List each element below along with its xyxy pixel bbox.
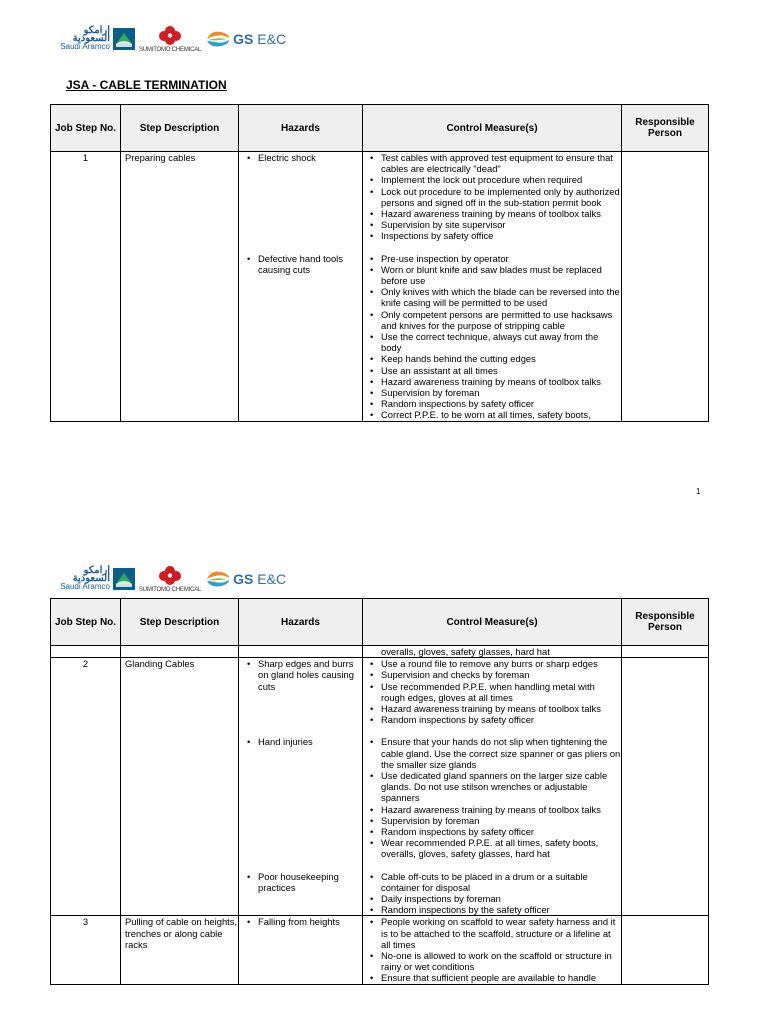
control-item: • Wear recommended P.P.E. at all times, safety boots, overalls, gloves, safety glasses, hard hat <box>381 837 621 859</box>
column-header-control-measures: Control Measure(s) <box>363 105 622 152</box>
sumitomo-text: SUMITOMO CHEMICAL <box>139 47 202 53</box>
control-item: • Lock out procedure to be implemented only by authorized persons and signed off in the sub-station permit book <box>381 186 621 208</box>
document-title: JSA - CABLE TERMINATION <box>66 78 227 92</box>
hazard-item: • Defective hand tools causing cuts <box>258 253 362 275</box>
control-measures-cell <box>363 916 622 984</box>
job-step-number: 3 <box>51 916 121 984</box>
aramco-emblem-icon <box>113 568 135 590</box>
job-step-number <box>51 242 121 422</box>
hazard-item: • Hand injuries <box>258 736 362 747</box>
control-item: • Supervision by foreman <box>381 387 621 398</box>
sumitomo-flower-icon <box>157 25 183 47</box>
control-item: • Only competent persons are permitted to use hacksaws and knives for the purpose of stripping cable <box>381 309 621 331</box>
aramco-english-text: Saudi Aramco <box>60 582 110 591</box>
step-description <box>121 725 239 859</box>
aramco-arabic-text: ارامكو السعودية <box>72 25 110 44</box>
continued-control-text: overalls, gloves, safety glasses, hard hat <box>381 646 550 657</box>
hazards-cell <box>239 916 363 984</box>
column-header-hazards: Hazards <box>239 599 363 646</box>
job-step-number: 2 <box>51 658 121 726</box>
table-row <box>51 725 709 859</box>
hazards-cell <box>239 658 363 726</box>
control-item: • Random inspections by the safety officer <box>381 904 621 915</box>
control-item: • Hazard awareness training by means of toolbox talks <box>381 376 621 387</box>
control-item: • Use recommended P.P.E. when handling metal with rough edges, gloves at all times <box>381 681 621 703</box>
control-item: • Random inspections by safety officer <box>381 826 621 837</box>
logo-bar <box>50 562 286 596</box>
job-step-number <box>51 725 121 859</box>
responsible-person-cell <box>622 916 709 984</box>
logo-bar <box>50 22 286 56</box>
column-header-control-measures: Control Measure(s) <box>363 599 622 646</box>
control-measures-cell <box>363 860 622 916</box>
gs-bold-text: GS <box>233 31 254 47</box>
hazards-cell <box>239 725 363 859</box>
table-row <box>51 152 709 242</box>
jsa-table-page-1 <box>50 104 709 422</box>
control-item: • Use a round file to remove any burrs or sharp edges <box>381 658 621 669</box>
aramco-arabic-text: ارامكو السعودية <box>72 565 110 584</box>
table-row <box>51 860 709 916</box>
control-item: • Pre-use inspection by operator <box>381 253 621 264</box>
step-description: Glanding Cables <box>121 658 239 726</box>
control-item: • Worn or blunt knife and saw blades must be replaced before use <box>381 264 621 286</box>
control-item: • Supervision by site supervisor <box>381 219 621 230</box>
control-item: • Daily inspections by foreman <box>381 893 621 904</box>
responsible-person-cell <box>622 242 709 422</box>
column-header-hazards: Hazards <box>239 105 363 152</box>
control-measures-cell <box>363 725 622 859</box>
gs-ec-text: E&C <box>257 571 287 587</box>
responsible-person-cell <box>622 658 709 726</box>
control-item: • No-one is allowed to work on the scaffold or structure in rainy or wet conditions <box>381 950 621 972</box>
aramco-english-text: Saudi Aramco <box>60 42 110 51</box>
hazards-cell <box>239 152 363 242</box>
responsible-person-cell <box>622 725 709 859</box>
table-header-row <box>51 105 709 152</box>
control-item: • Ensure that your hands do not slip when tightening the cable gland. Use the correct size spanner or gas pliers on the smaller size glands <box>381 736 621 770</box>
column-header-job-step: Job Step No. <box>51 105 121 152</box>
hazards-cell <box>239 860 363 916</box>
control-measures-cell <box>363 658 622 726</box>
column-header-responsible-person: Responsible Person <box>622 599 709 646</box>
control-measures-cell <box>363 242 622 422</box>
hazard-item: • Falling from heights <box>258 916 362 927</box>
job-step-number: 1 <box>51 152 121 242</box>
gs-ec-logo <box>205 29 286 49</box>
control-item: • Hazard awareness training by means of toolbox talks <box>381 804 621 815</box>
column-header-responsible-person: Responsible Person <box>622 105 709 152</box>
column-header-step-description: Step Description <box>121 105 239 152</box>
control-item: • Use an assistant at all times <box>381 365 621 376</box>
page-number: 1 <box>696 487 701 496</box>
control-item: • Implement the lock out procedure when required <box>381 174 621 185</box>
hazard-item: • Electric shock <box>258 152 362 163</box>
gs-ec-logo <box>205 569 286 589</box>
table-row <box>51 658 709 726</box>
step-description: Preparing cables <box>121 152 239 242</box>
table-row <box>51 916 709 984</box>
control-item: • People working on scaffold to wear safety harness and it is to be attached to the scaffold, structure or a lifeline at all times <box>381 916 621 950</box>
sumitomo-chemical-logo <box>139 565 201 593</box>
aramco-emblem-icon <box>113 28 135 50</box>
control-item: • Test cables with approved test equipment to ensure that cables are electrically "dead" <box>381 152 621 174</box>
gs-swirl-icon <box>205 569 231 589</box>
control-item: • Only knives with which the blade can be reversed into the knife casing will be permitted to be used <box>381 286 621 308</box>
step-description <box>121 242 239 422</box>
table-row-continuation <box>51 646 709 658</box>
saudi-aramco-logo <box>50 567 135 591</box>
job-step-number <box>51 860 121 916</box>
control-item: • Supervision and checks by foreman <box>381 669 621 680</box>
control-item: • Use dedicated gland spanners on the larger size cable glands. Do not use stilson wrenches or adjustable spanners <box>381 770 621 804</box>
control-item: • Ensure that sufficient people are available to handle <box>381 972 621 983</box>
sumitomo-chemical-logo <box>139 25 201 53</box>
control-item: • Supervision by foreman <box>381 815 621 826</box>
control-item: • Use the correct technique, always cut away from the body <box>381 331 621 353</box>
sumitomo-text: SUMITOMO CHEMICAL <box>139 587 202 593</box>
responsible-person-cell <box>622 860 709 916</box>
hazard-item: • Poor housekeeping practices <box>258 871 362 893</box>
control-item: • Keep hands behind the cutting edges <box>381 353 621 364</box>
step-description <box>121 860 239 916</box>
jsa-table-page-2 <box>50 598 709 985</box>
hazards-cell <box>239 242 363 422</box>
step-description: Pulling of cable on heights, trenches or along cable racks <box>121 916 239 984</box>
gs-ec-text: E&C <box>257 31 287 47</box>
control-item: • Inspections by safety office <box>381 230 621 241</box>
column-header-job-step: Job Step No. <box>51 599 121 646</box>
saudi-aramco-logo <box>50 27 135 51</box>
control-item: • Hazard awareness training by means of toolbox talks <box>381 208 621 219</box>
control-measures-cell <box>363 152 622 242</box>
gs-bold-text: GS <box>233 571 254 587</box>
control-item: • Random inspections by safety officer <box>381 714 621 725</box>
hazard-item: • Sharp edges and burrs on gland holes causing cuts <box>258 658 362 692</box>
control-item: • Hazard awareness training by means of toolbox talks <box>381 703 621 714</box>
control-item: • Random inspections by safety officer <box>381 398 621 409</box>
control-measures-continuation <box>363 646 622 658</box>
table-header-row <box>51 599 709 646</box>
control-item: • Correct P.P.E. to be worn at all times, safety boots, <box>381 409 621 420</box>
sumitomo-flower-icon <box>157 565 183 587</box>
column-header-step-description: Step Description <box>121 599 239 646</box>
table-row <box>51 242 709 422</box>
gs-swirl-icon <box>205 29 231 49</box>
responsible-person-cell <box>622 152 709 242</box>
control-item: • Cable off-cuts to be placed in a drum or a suitable container for disposal <box>381 871 621 893</box>
